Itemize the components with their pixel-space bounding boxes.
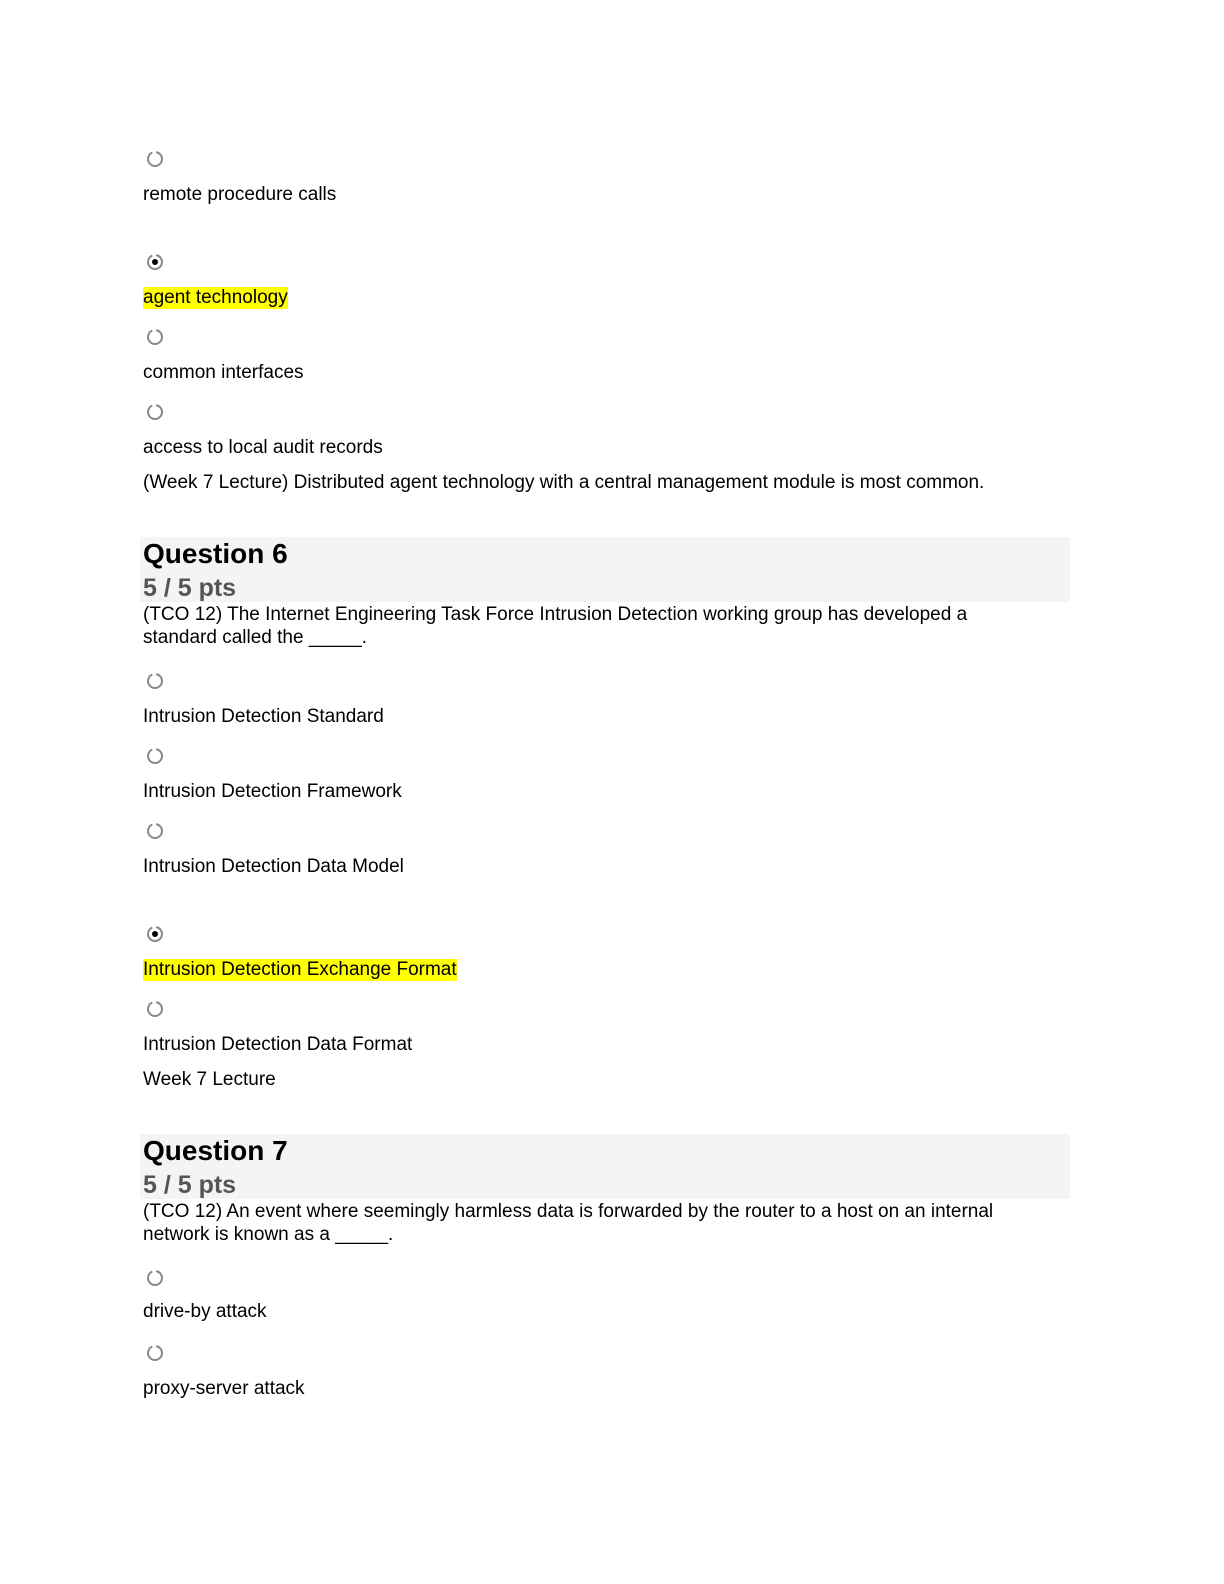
radio-button-selected[interactable] [145, 252, 165, 272]
question-points: 5 / 5 pts [143, 1171, 237, 1199]
option-label: common interfaces [143, 362, 304, 383]
option-label-correct: Intrusion Detection Exchange Format [143, 959, 457, 980]
option-label: proxy-server attack [143, 1378, 305, 1399]
question-title: Question 6 [143, 538, 288, 569]
radio-button-unselected[interactable] [145, 671, 165, 691]
question-points: 5 / 5 pts [143, 574, 237, 602]
radio-button-unselected[interactable] [145, 746, 165, 766]
radio-button-unselected[interactable] [145, 821, 165, 841]
question-prompt: (TCO 12) An event where seemingly harmless data is forwarded by the router to a host on an internal network is known as a _____. [143, 1201, 994, 1245]
radio-button-unselected[interactable] [145, 999, 165, 1019]
option-label: Intrusion Detection Standard [143, 706, 384, 727]
option-label: access to local audit records [143, 437, 383, 458]
radio-button-unselected[interactable] [145, 327, 165, 347]
radio-button-unselected[interactable] [145, 1268, 165, 1288]
option-label: Intrusion Detection Data Format [143, 1034, 413, 1055]
question-title: Question 7 [143, 1135, 288, 1166]
option-label: remote procedure calls [143, 184, 337, 205]
radio-button-selected[interactable] [145, 924, 165, 944]
radio-button-unselected[interactable] [145, 1343, 165, 1363]
option-label-correct: agent technology [143, 287, 288, 308]
question-prompt: (TCO 12) The Internet Engineering Task Force Intrusion Detection working group has developed a standard called the _____. [143, 604, 968, 648]
option-label: Intrusion Detection Framework [143, 781, 402, 802]
answer-feedback: (Week 7 Lecture) Distributed agent technology with a central management module is most common. [143, 472, 985, 493]
answer-feedback: Week 7 Lecture [143, 1069, 276, 1090]
option-label: Intrusion Detection Data Model [143, 856, 404, 877]
radio-button-unselected[interactable] [145, 149, 165, 169]
option-label: drive-by attack [143, 1301, 267, 1322]
radio-button-unselected[interactable] [145, 402, 165, 422]
